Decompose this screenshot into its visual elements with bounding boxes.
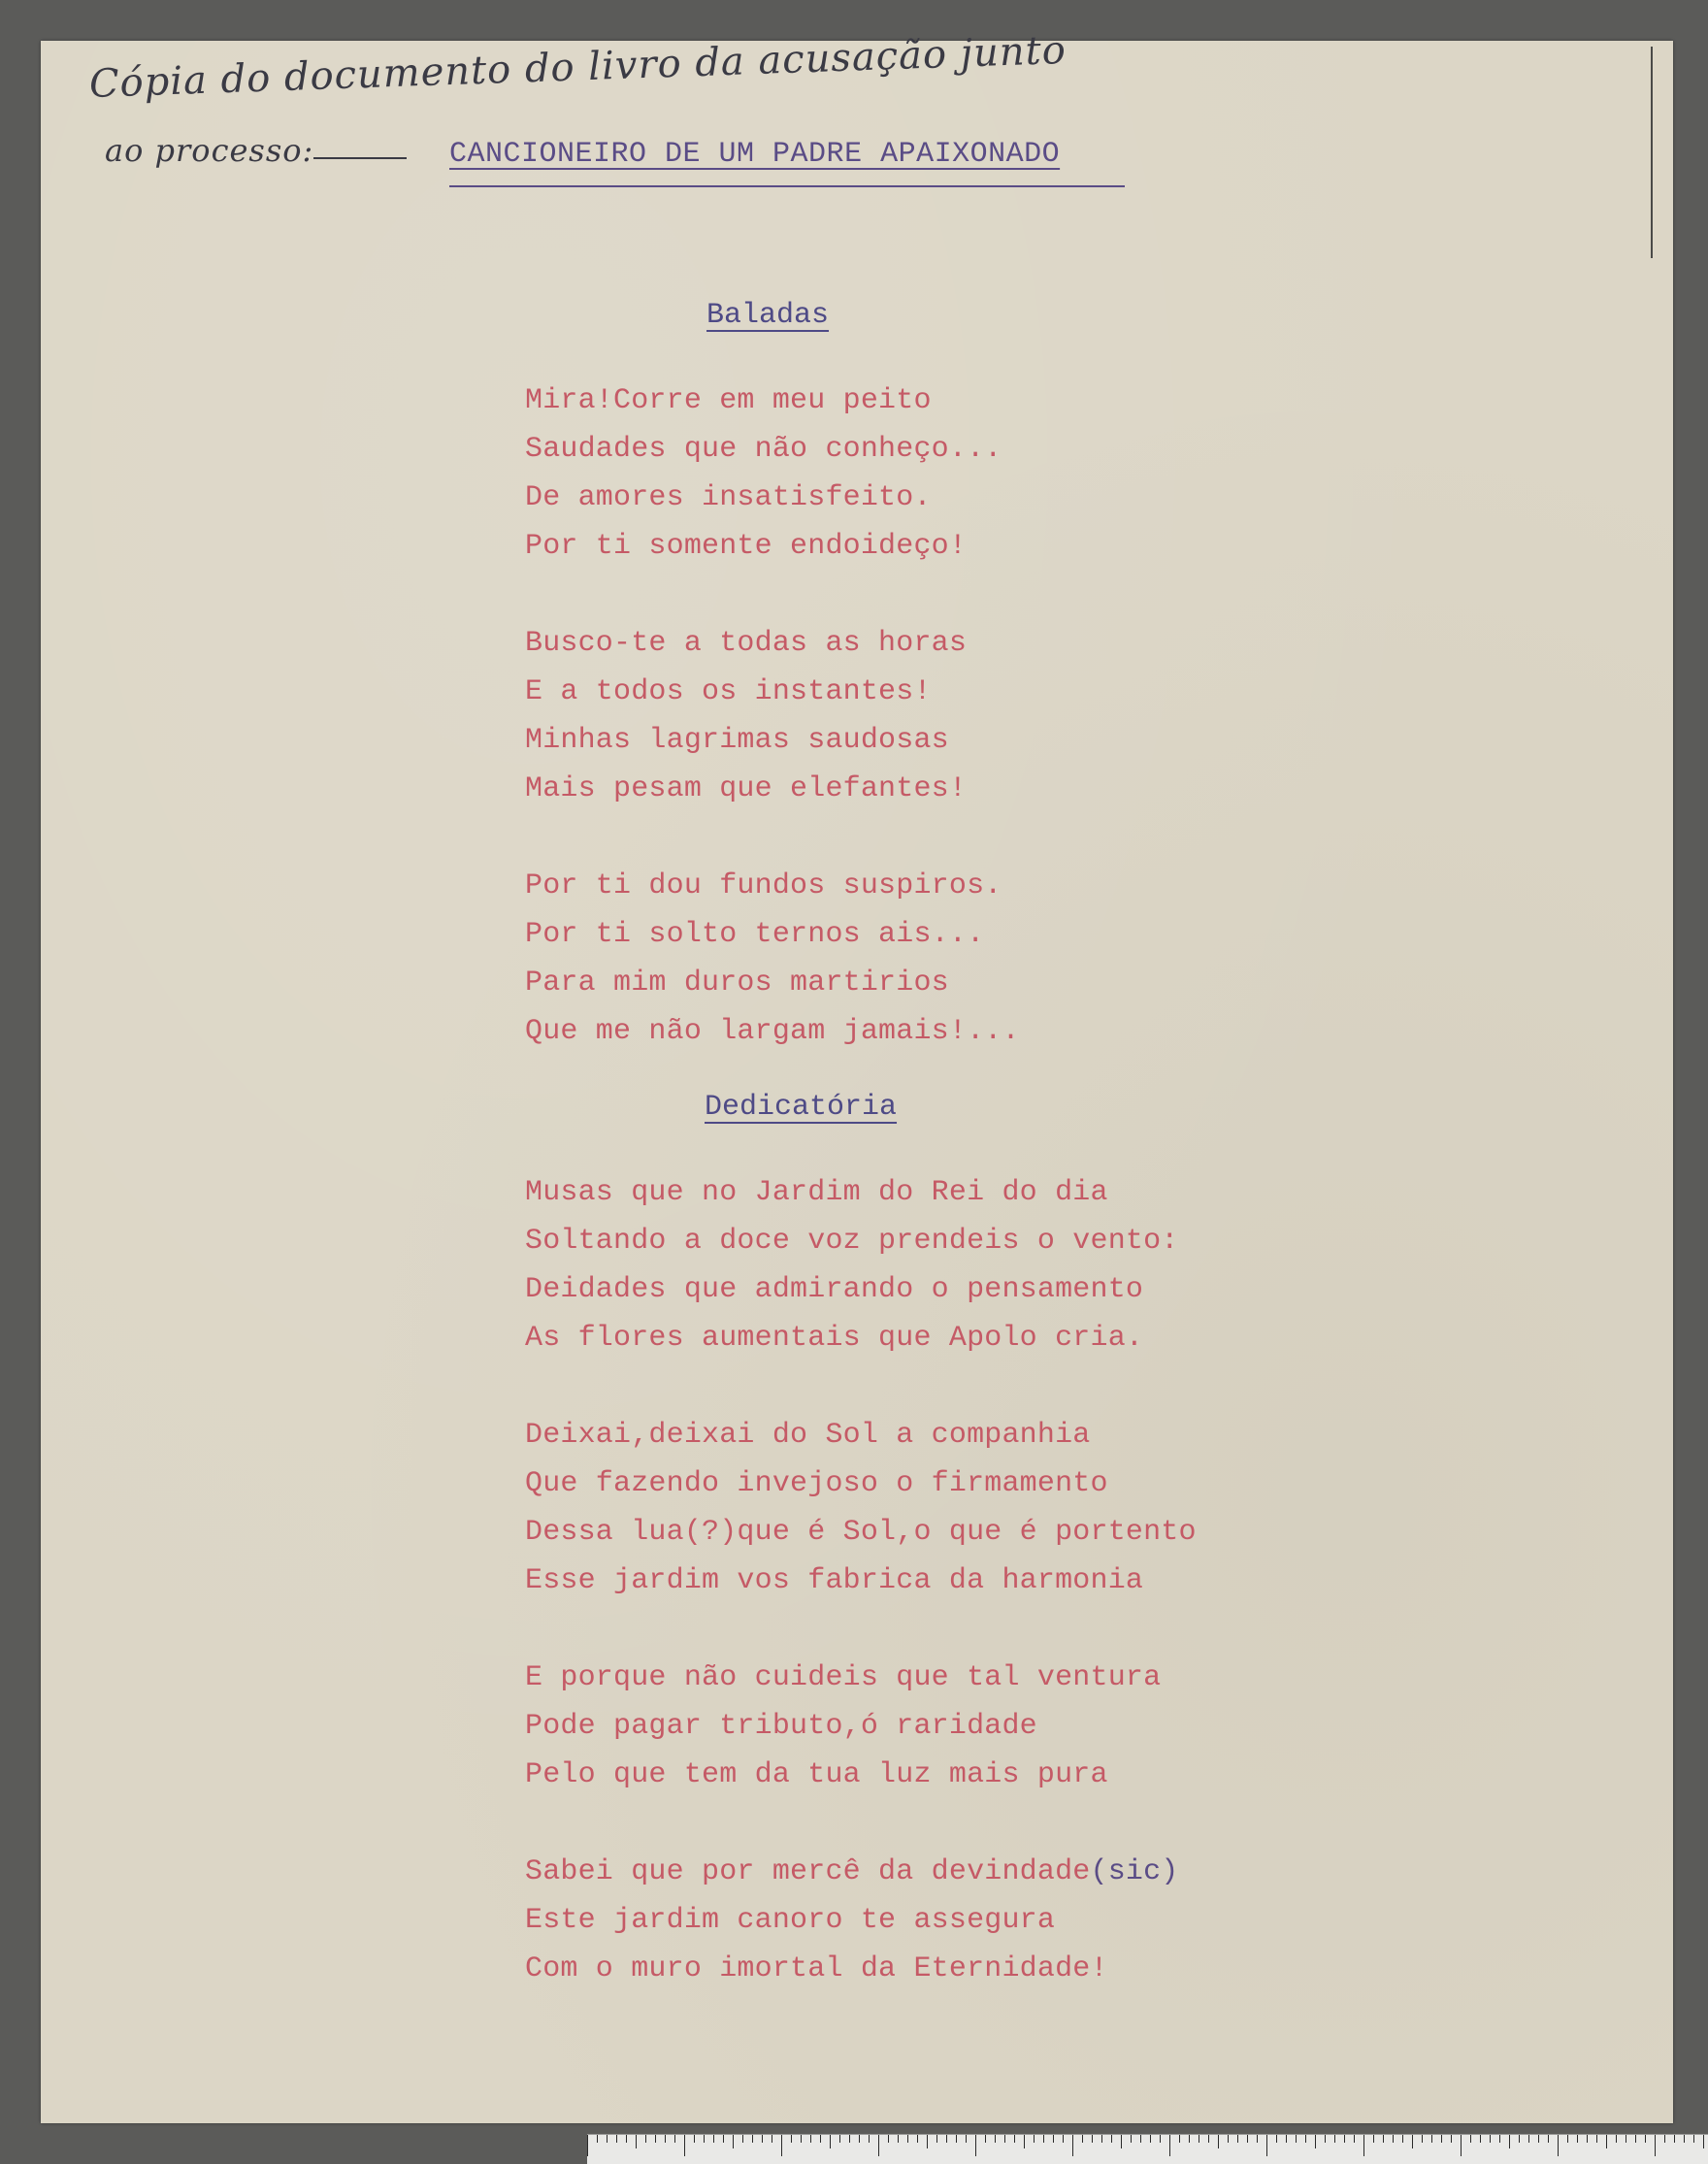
scale-tick xyxy=(1169,2135,1170,2156)
scale-tick xyxy=(733,2135,734,2148)
scale-tick xyxy=(1286,2135,1287,2143)
scale-tick xyxy=(1519,2135,1520,2143)
scale-tick xyxy=(849,2135,850,2143)
scale-tick xyxy=(1218,2135,1219,2148)
scale-tick xyxy=(616,2135,617,2143)
scale-tick xyxy=(1693,2135,1694,2143)
document-title: CANCIONEIRO DE UM PADRE APAIXONADO xyxy=(449,138,1061,171)
scale-tick xyxy=(684,2135,685,2156)
scale-tick xyxy=(1461,2135,1462,2156)
scale-tick xyxy=(1538,2135,1539,2143)
scale-tick xyxy=(1499,2135,1500,2143)
scale-tick xyxy=(936,2135,937,2143)
verse-line: Deidades que admirando o pensamento xyxy=(525,1273,1144,1306)
stanza xyxy=(525,1168,1179,1362)
scale-tick xyxy=(723,2135,724,2143)
stanza xyxy=(525,377,1002,571)
scale-tick xyxy=(1587,2135,1588,2143)
verse-line: Este jardim canoro te assegura xyxy=(525,1904,1056,1937)
scale-tick xyxy=(839,2135,840,2143)
page-edge-shadow xyxy=(1651,47,1653,258)
verse-text: Sabei que por mercê da devindade xyxy=(525,1855,1091,1888)
scale-tick xyxy=(636,2135,637,2148)
scale-tick xyxy=(1674,2135,1675,2143)
scale-tick xyxy=(597,2135,598,2143)
verse-line: Minhas lagrimas saudosas xyxy=(525,724,949,757)
scale-tick xyxy=(1043,2135,1044,2143)
scale-tick xyxy=(674,2135,675,2143)
scan-scale-bar xyxy=(587,2134,1708,2164)
verse-line: Para mim duros martirios xyxy=(525,967,949,1000)
scale-tick xyxy=(1053,2135,1054,2143)
scale-tick xyxy=(1296,2135,1297,2143)
verse-line: Saudades que não conheço... xyxy=(525,433,1002,466)
scale-tick xyxy=(1363,2135,1364,2156)
scale-tick xyxy=(888,2135,889,2143)
scale-tick xyxy=(1558,2135,1559,2156)
scale-tick xyxy=(1664,2135,1665,2143)
scale-tick xyxy=(645,2135,646,2143)
scale-tick xyxy=(1567,2135,1568,2143)
scale-tick xyxy=(810,2135,811,2143)
scale-tick xyxy=(665,2135,666,2143)
title-double-underline xyxy=(449,185,1125,187)
verse-line: Mais pesam que elefantes! xyxy=(525,772,968,805)
scale-tick xyxy=(1257,2135,1258,2143)
scale-tick xyxy=(1509,2135,1510,2148)
scale-tick xyxy=(655,2135,656,2143)
scale-tick xyxy=(1160,2135,1161,2143)
scale-tick xyxy=(1528,2135,1529,2143)
scale-tick xyxy=(1645,2135,1646,2143)
scale-tick xyxy=(791,2135,792,2143)
scale-tick xyxy=(985,2135,986,2143)
scale-tick xyxy=(917,2135,918,2143)
handwritten-dash xyxy=(313,157,407,159)
scale-tick xyxy=(801,2135,802,2143)
scale-tick xyxy=(1373,2135,1374,2143)
stanza xyxy=(525,862,1020,1056)
scale-tick xyxy=(995,2135,996,2143)
scale-tick xyxy=(1596,2135,1597,2143)
scale-tick xyxy=(830,2135,831,2148)
scale-tick xyxy=(1655,2135,1656,2156)
scale-tick xyxy=(607,2135,608,2143)
scale-tick xyxy=(752,2135,753,2143)
scale-tick xyxy=(762,2135,763,2143)
verse-line: Mira!Corre em meu peito xyxy=(525,384,932,417)
scale-tick xyxy=(1121,2135,1122,2148)
scale-tick xyxy=(1315,2135,1316,2148)
verse-line: Pelo que tem da tua luz mais pura xyxy=(525,1758,1108,1791)
scale-tick xyxy=(1635,2135,1636,2143)
scale-tick xyxy=(1431,2135,1432,2143)
scale-tick xyxy=(1063,2135,1064,2143)
verse-line: Que fazendo invejoso o firmamento xyxy=(525,1467,1108,1500)
verse-line: Dessa lua(?)que é Sol,o que é portento xyxy=(525,1516,1197,1549)
verse-line: Por ti dou fundos suspiros. xyxy=(525,869,1002,902)
stanza xyxy=(525,1848,1179,1993)
verse-line: E a todos os instantes! xyxy=(525,675,932,708)
scale-tick xyxy=(1325,2135,1326,2143)
scale-tick xyxy=(1208,2135,1209,2143)
verse-line: Que me não largam jamais!... xyxy=(525,1015,1020,1048)
section-heading-dedicatoria: Dedicatória xyxy=(705,1091,898,1124)
scale-tick xyxy=(859,2135,860,2143)
verse-line: Por ti solto ternos ais... xyxy=(525,918,985,951)
scale-tick xyxy=(1470,2135,1471,2143)
stanza xyxy=(525,1654,1161,1799)
scale-tick xyxy=(742,2135,743,2143)
scale-tick xyxy=(878,2135,879,2156)
scale-tick xyxy=(1344,2135,1345,2143)
scale-tick xyxy=(1024,2135,1025,2148)
scale-tick xyxy=(1606,2135,1607,2148)
scale-tick xyxy=(1247,2135,1248,2143)
scale-tick xyxy=(1140,2135,1141,2143)
scale-tick xyxy=(694,2135,695,2143)
scale-tick xyxy=(1228,2135,1229,2143)
scale-tick xyxy=(1305,2135,1306,2143)
scale-tick xyxy=(1092,2135,1093,2143)
scale-tick xyxy=(966,2135,967,2143)
scale-tick xyxy=(956,2135,957,2143)
scale-tick xyxy=(1072,2135,1073,2156)
scale-tick xyxy=(820,2135,821,2143)
scale-tick xyxy=(1616,2135,1617,2143)
verse-line: Busco-te a todas as horas xyxy=(525,627,968,660)
scale-tick xyxy=(781,2135,782,2156)
scale-tick xyxy=(626,2135,627,2143)
scale-tick xyxy=(1684,2135,1685,2143)
scale-tick xyxy=(1383,2135,1384,2143)
scale-tick xyxy=(1402,2135,1403,2143)
scale-tick xyxy=(1422,2135,1423,2143)
verse-line: De amores insatisfeito. xyxy=(525,481,932,514)
scale-tick xyxy=(1150,2135,1151,2143)
scale-tick xyxy=(1354,2135,1355,2143)
scale-tick xyxy=(898,2135,899,2143)
verse-line: As flores aumentais que Apolo cria. xyxy=(525,1322,1144,1355)
scale-tick xyxy=(1034,2135,1035,2143)
scale-tick xyxy=(946,2135,947,2143)
handwritten-note-line-1: Cópia do documento do livro da acusação junto xyxy=(88,27,1068,107)
scale-tick xyxy=(1131,2135,1132,2143)
handwritten-note-line-2: ao processo: xyxy=(105,132,314,169)
sic-annotation: (sic) xyxy=(1090,1855,1179,1888)
document-page xyxy=(41,41,1673,2123)
scale-tick xyxy=(1266,2135,1267,2156)
stanza xyxy=(525,1411,1197,1605)
scale-tick xyxy=(1111,2135,1112,2143)
scale-tick xyxy=(1548,2135,1549,2143)
scale-tick xyxy=(1490,2135,1491,2143)
scale-tick xyxy=(975,2135,976,2156)
verse-line: Musas que no Jardim do Rei do dia xyxy=(525,1176,1108,1209)
scale-tick xyxy=(1577,2135,1578,2143)
scale-tick xyxy=(1334,2135,1335,2143)
scale-tick xyxy=(713,2135,714,2143)
scale-tick xyxy=(1441,2135,1442,2143)
verse-line: Deixai,deixai do Sol a companhia xyxy=(525,1419,1091,1452)
verse-line: Pode pagar tributo,ó raridade xyxy=(525,1710,1037,1743)
scale-tick xyxy=(1014,2135,1015,2143)
verse-line: Com o muro imortal da Eternidade! xyxy=(525,1952,1108,1985)
scale-tick xyxy=(1101,2135,1102,2143)
scale-tick xyxy=(1004,2135,1005,2143)
verse-line: Esse jardim vos fabrica da harmonia xyxy=(525,1564,1144,1597)
scale-tick xyxy=(1393,2135,1394,2143)
scale-tick xyxy=(1451,2135,1452,2143)
stanza xyxy=(525,619,967,813)
scale-tick xyxy=(1082,2135,1083,2143)
verse-line xyxy=(525,1848,1179,1896)
scale-tick xyxy=(1189,2135,1190,2143)
scale-tick xyxy=(869,2135,870,2143)
verse-line: E porque não cuideis que tal ventura xyxy=(525,1661,1162,1694)
scale-tick xyxy=(1703,2135,1704,2148)
scale-tick xyxy=(587,2135,588,2156)
scale-tick xyxy=(927,2135,928,2148)
scale-tick xyxy=(1179,2135,1180,2143)
scale-tick xyxy=(704,2135,705,2143)
scale-tick xyxy=(907,2135,908,2143)
scale-tick xyxy=(1412,2135,1413,2148)
scale-tick xyxy=(1480,2135,1481,2143)
section-heading-baladas: Baladas xyxy=(706,299,830,332)
verse-line: Soltando a doce voz prendeis o vento: xyxy=(525,1225,1179,1258)
scale-tick xyxy=(1276,2135,1277,2143)
verse-line: Por ti somente endoideço! xyxy=(525,530,968,563)
scale-tick xyxy=(1237,2135,1238,2143)
